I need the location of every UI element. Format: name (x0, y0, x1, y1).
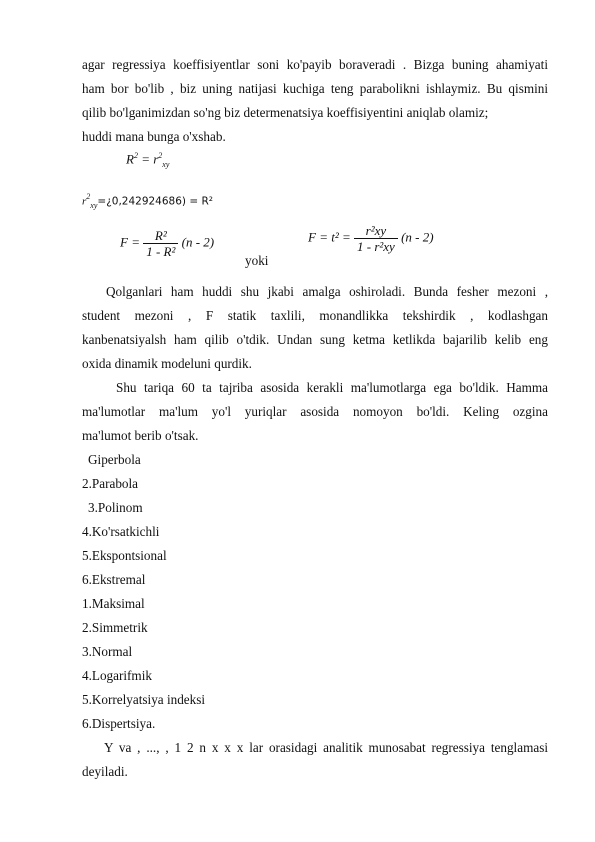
paragraph1-line-4: huddi mana bunga o'xshab. (82, 129, 226, 144)
list1-item-1: Giperbola (88, 452, 141, 467)
r-squared-value: $r^2_{xy}=¿0,242924686) = R^2$ (82, 192, 213, 210)
paragraph3-line-1: Shu tariqa 60 ta tajriba asosida kerakli ma'lumotlarga ega bo'ldik. Hamma (116, 380, 548, 395)
list2-item-4: 4.Logarifmik (82, 668, 152, 683)
paragraph2-line-4: oxida dinamik modeluni qurdik. (82, 356, 252, 371)
paragraph2-line-1: Qolganlari ham huddi shu jkabi amalga oshiroladi. Bunda fesher mezoni , (106, 284, 548, 299)
paragraph1-line-2: ham bor bo'lib , biz uning natijasi kuchiga teng parabolikni ishlaymiz. Bu qismini (82, 81, 548, 96)
yoki-label: yoki (245, 253, 269, 268)
list1-item-5: 5.Ekspontsional (82, 548, 167, 563)
fraction-2: $\frac{\text{r²xy}}{\text{1 - r²xy}}$ (354, 223, 398, 254)
paragraph2-line-3: kanbenatsiyalsh ham qilib o'tdik. Undan sung ketma ketlikda bajarilib kelib eng (82, 332, 548, 347)
list1-item-6: 6.Ekstremal (82, 572, 146, 587)
list1-item-3: 3.Polinom (88, 500, 143, 515)
formula-f-statistic-1: F = $\frac{\text{R²}}{\text{1 - R²}}$ (n - 2) (120, 228, 215, 259)
paragraph4-line-2: deyiladi. (82, 764, 128, 779)
list2-item-2: 2.Simmetrik (82, 620, 148, 635)
paragraph1-line-3: qilib bo'lganimizdan so'ng biz determenatsiya koeffisiyentini aniqlab olamiz; (82, 105, 489, 120)
list1-item-4: 4.Ko'rsatkichli (82, 524, 160, 539)
list1-item-2: 2.Parabola (82, 476, 139, 491)
list2-item-5: 5.Korrelyatsiya indeksi (82, 692, 206, 707)
paragraph4-line-1: Y va , ..., , 1 2 n x x x lar orasidagi analitik munosabat regressiya tenglamasi (104, 740, 548, 755)
paragraph3-line-2: ma'lumotlar ma'lum yo'l yuriqlar asosida nomoyon bo'ldi. Keling ozgina (82, 404, 548, 419)
fraction-1: $\frac{\text{R²}}{\text{1 - R²}}$ (143, 228, 178, 259)
paragraph1-line-1: agar regressiya koeffisiyentlar soni ko'payib boraveradi . Bizga buning ahamiyati (82, 57, 548, 72)
list2-item-3: 3.Normal (82, 644, 133, 659)
list2-item-6: 6.Dispertsiya. (82, 716, 156, 731)
paragraph3-line-3: ma'lumot berib o'tsak. (82, 428, 199, 443)
list2-item-1: 1.Maksimal (82, 596, 145, 611)
formula-r-squared: $R^2 = r^2_{xy}$ (126, 151, 170, 169)
paragraph2-line-2: student mezoni , F statik taxlili, monandlikka tekshirdik , kodlashgan (82, 308, 548, 323)
formula-f-statistic-2: F = t² = $\frac{\text{r²xy}}{\text{1 - r²xy}}$ (n - 2) (308, 223, 434, 254)
